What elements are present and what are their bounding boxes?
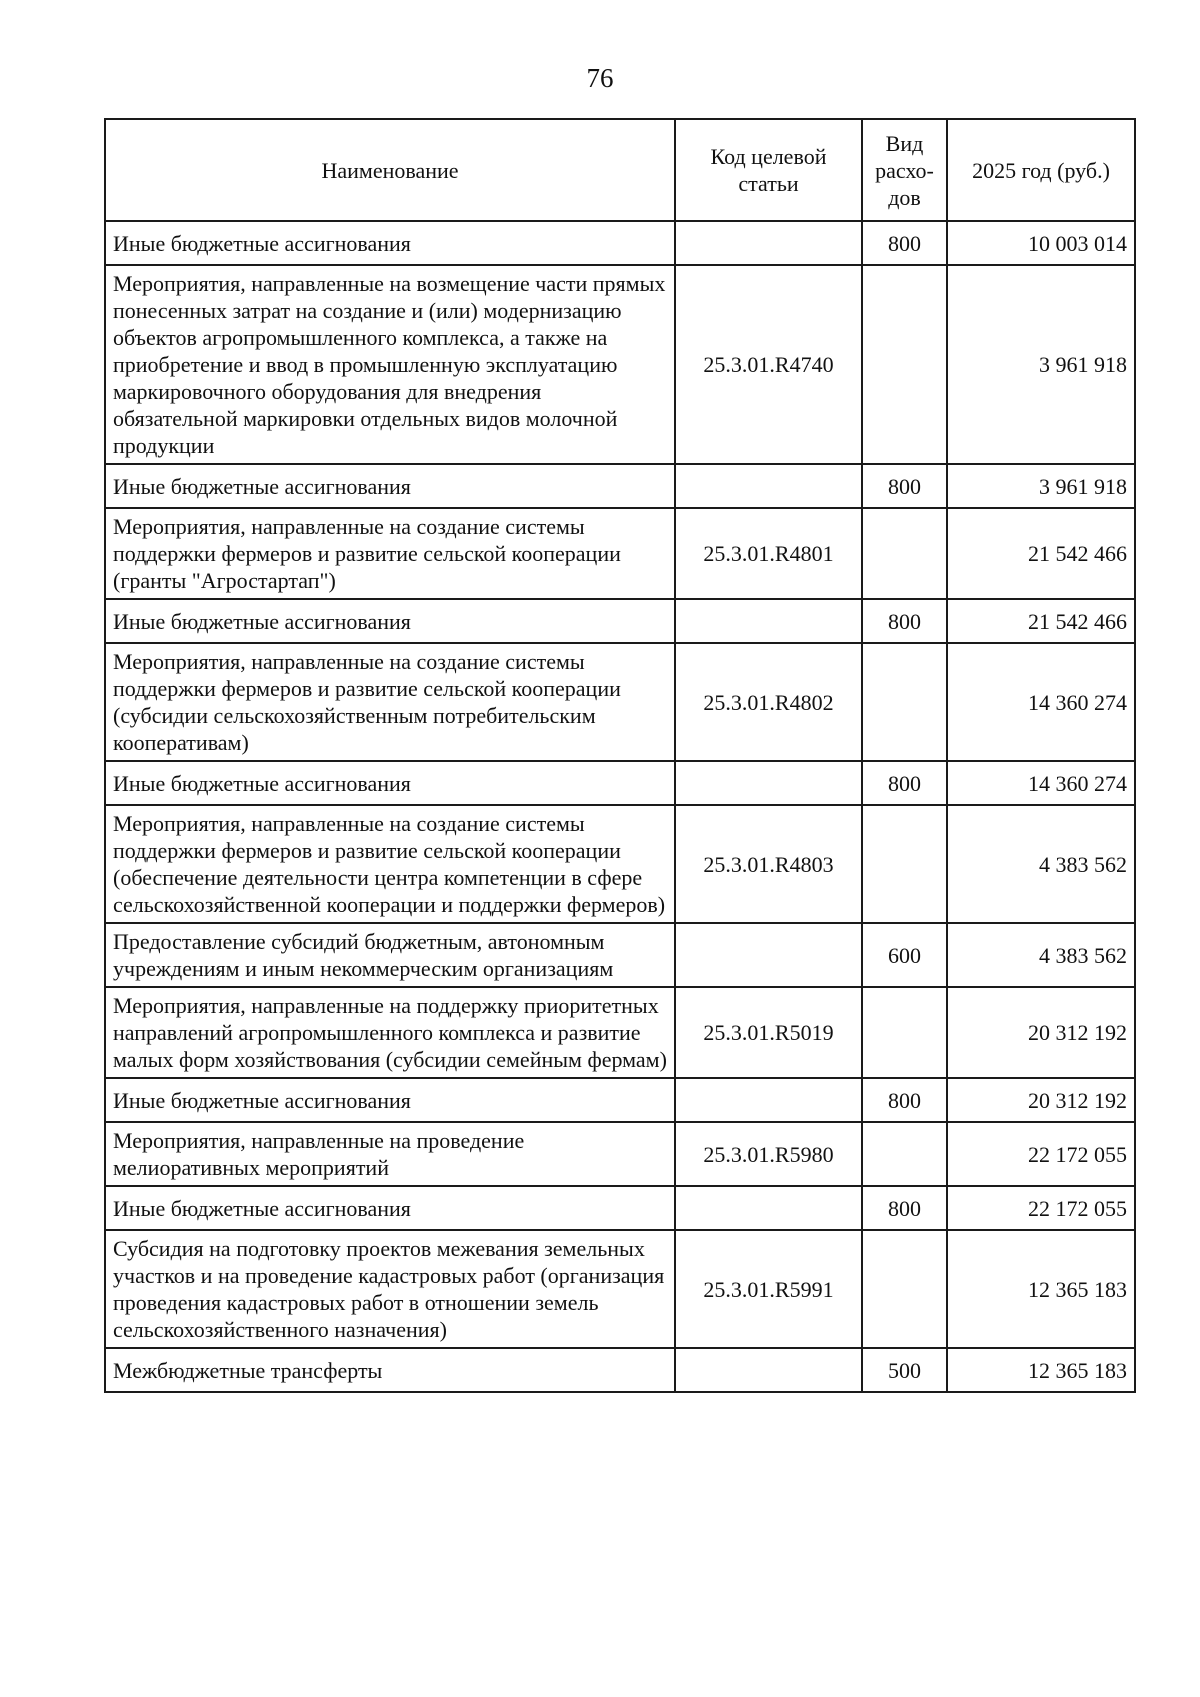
row-code: 25.3.01.R4803 [675, 805, 862, 923]
row-kind [862, 805, 947, 923]
row-code: 25.3.01.R5019 [675, 987, 862, 1078]
row-code [675, 221, 862, 265]
row-name: Иные бюджетные ассигнования [105, 1078, 675, 1122]
row-name: Предоставление субсидий бюджетным, автономным учреждениям и иным некоммерческим организациям [105, 923, 675, 987]
row-name: Мероприятия, направленные на создание системы поддержки фермеров и развитие сельской кооперации (субсидии сельскохозяйственным потребительским кооперативам) [105, 643, 675, 761]
row-kind [862, 987, 947, 1078]
row-code: 25.3.01.R4740 [675, 265, 862, 464]
row-amount: 4 383 562 [947, 923, 1135, 987]
row-name: Субсидия на подготовку проектов межевания земельных участков и на проведение кадастровых работ (организация проведения кадастровых работ в отношении земель сельскохозяйственного назначения) [105, 1230, 675, 1348]
row-code: 25.3.01.R4801 [675, 508, 862, 599]
table-row [105, 464, 1135, 508]
header-code: Код целевой статьи [675, 119, 862, 221]
row-amount: 20 312 192 [947, 1078, 1135, 1122]
row-amount: 10 003 014 [947, 221, 1135, 265]
row-kind [862, 1230, 947, 1348]
row-code [675, 464, 862, 508]
row-code [675, 761, 862, 805]
table-row [105, 221, 1135, 265]
row-code [675, 1348, 862, 1392]
row-name: Иные бюджетные ассигнования [105, 464, 675, 508]
row-amount: 12 365 183 [947, 1348, 1135, 1392]
row-kind [862, 508, 947, 599]
row-name: Межбюджетные трансферты [105, 1348, 675, 1392]
row-code: 25.3.01.R4802 [675, 643, 862, 761]
table-row [105, 761, 1135, 805]
row-code [675, 1078, 862, 1122]
table-row [105, 1348, 1135, 1392]
header-kind: Вид расхо-дов [862, 119, 947, 221]
table-row [105, 805, 1135, 923]
page-number: 76 [586, 63, 614, 93]
row-name: Мероприятия, направленные на создание системы поддержки фермеров и развитие сельской кооперации (гранты "Агростартап") [105, 508, 675, 599]
row-code [675, 599, 862, 643]
table-row [105, 1186, 1135, 1230]
table-row [105, 265, 1135, 464]
row-amount: 14 360 274 [947, 643, 1135, 761]
table-row [105, 1122, 1135, 1186]
row-name: Мероприятия, направленные на проведение мелиоративных мероприятий [105, 1122, 675, 1186]
table-row [105, 923, 1135, 987]
row-kind: 500 [862, 1348, 947, 1392]
row-name: Иные бюджетные ассигнования [105, 1186, 675, 1230]
row-code: 25.3.01.R5980 [675, 1122, 862, 1186]
row-kind: 800 [862, 599, 947, 643]
row-kind [862, 643, 947, 761]
table-header-row [105, 119, 1135, 221]
row-amount: 14 360 274 [947, 761, 1135, 805]
row-code [675, 923, 862, 987]
row-amount: 3 961 918 [947, 265, 1135, 464]
row-kind: 800 [862, 464, 947, 508]
row-name: Иные бюджетные ассигнования [105, 761, 675, 805]
table-row [105, 599, 1135, 643]
header-name: Наименование [105, 119, 675, 221]
row-code [675, 1186, 862, 1230]
row-kind: 800 [862, 761, 947, 805]
row-name: Мероприятия, направленные на поддержку приоритетных направлений агропромышленного комплекса и развитие малых форм хозяйствования (субсидии семейным фермам) [105, 987, 675, 1078]
row-kind: 600 [862, 923, 947, 987]
table-row [105, 1078, 1135, 1122]
row-amount: 21 542 466 [947, 599, 1135, 643]
table-row [105, 1230, 1135, 1348]
row-name: Мероприятия, направленные на создание системы поддержки фермеров и развитие сельской кооперации (обеспечение деятельности центра компетенции в сфере сельскохозяйственной кооперации и поддержки фермеров) [105, 805, 675, 923]
row-code: 25.3.01.R5991 [675, 1230, 862, 1348]
header-amount: 2025 год (руб.) [947, 119, 1135, 221]
row-name: Иные бюджетные ассигнования [105, 221, 675, 265]
table-row [105, 987, 1135, 1078]
row-kind [862, 1122, 947, 1186]
budget-table [104, 118, 1136, 1393]
row-amount: 22 172 055 [947, 1186, 1135, 1230]
row-kind [862, 265, 947, 464]
row-amount: 22 172 055 [947, 1122, 1135, 1186]
row-kind: 800 [862, 1078, 947, 1122]
row-kind: 800 [862, 221, 947, 265]
table-row [105, 508, 1135, 599]
row-amount: 12 365 183 [947, 1230, 1135, 1348]
row-kind: 800 [862, 1186, 947, 1230]
row-name: Иные бюджетные ассигнования [105, 599, 675, 643]
row-amount: 20 312 192 [947, 987, 1135, 1078]
row-amount: 3 961 918 [947, 464, 1135, 508]
row-amount: 4 383 562 [947, 805, 1135, 923]
row-amount: 21 542 466 [947, 508, 1135, 599]
row-name: Мероприятия, направленные на возмещение части прямых понесенных затрат на создание и (или) модернизацию объектов агропромышленного комплекса, а также на приобретение и ввод в промышленную эксплуатацию маркировочного оборудования для внедрения обязательной маркировки отдельных видов молочной продукции [105, 265, 675, 464]
table-row [105, 643, 1135, 761]
